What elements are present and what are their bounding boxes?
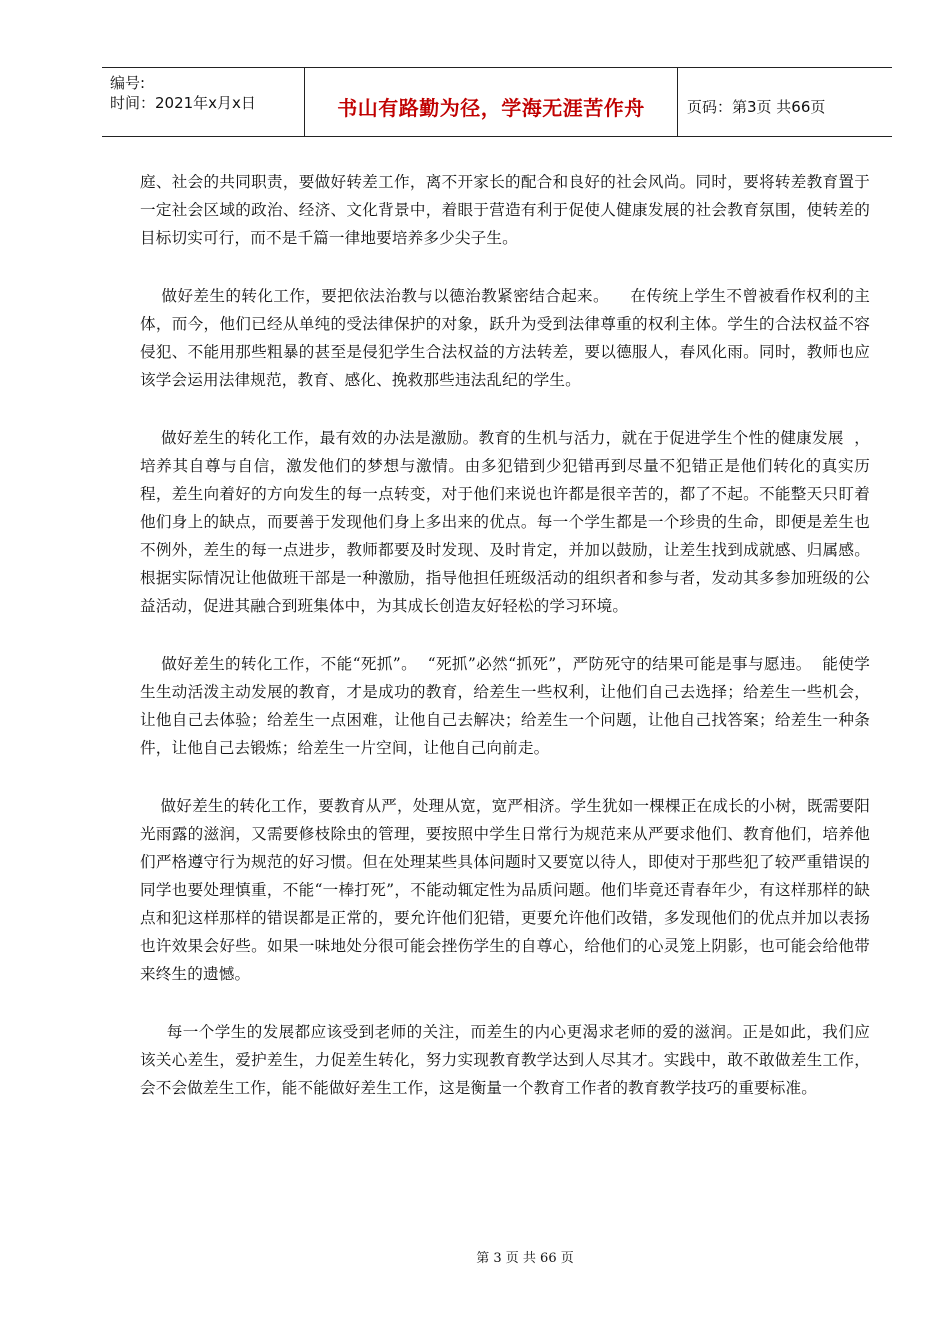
document-number-label: 编号:	[110, 74, 146, 92]
paragraph: 做好差生的转化工作，要教育从严，处理从宽，宽严相济。学生犹如一棵棵正在成长的小树，既需要阳光雨露的滋润，又需要修枝除虫的管理，要按照中学生日常行为规范来从严要求他们、教育他们，培养他们严格遵守行为规范的好习惯。但在处理某些具体问题时又要宽以待人，即使对于那些犯了较严重错误的同学也要处理慎重，不能“一棒打死”，不能动辄定性为品质问题。他们毕竟还青春年少，有这样那样的缺点和犯这样那样的错误都是正常的，要允许他们犯错，更要允许他们改错，多发现他们的优点并加以表扬也许效果会好些。如果一味地处分很可能会挫伤学生的自尊心，给他们的心灵笼上阴影，也可能会给他带来终生的遗憾。	[140, 797, 870, 983]
paragraph: 每一个学生的发展都应该受到老师的关注，而差生的内心更渴求老师的爱的滋润。正是如此，我们应该关心差生，爱护差生，力促差生转化，努力实现教育教学达到人尽其才。实践中，敢不敢做差生工作，会不会做差生工作，能不能做好差生工作，这是衡量一个教育工作者的教育教学技巧的重要标准。	[140, 1023, 870, 1097]
page-header	[102, 67, 892, 137]
paragraph: 做好差生的转化工作，要把依法治教与以德治教紧密结合起来。 在传统上学生不曾被看作权利的主体，而今，他们已经从单纯的受法律保护的对象，跃升为受到法律尊重的权利主体。学生的合法权益不容侵犯、不能用那些粗暴的甚至是侵犯学生合法权益的方法转差，要以德服人，春风化雨。同时，教师也应该学会运用法律规范，教育、感化、挽救那些违法乱纪的学生。	[140, 287, 870, 389]
document-time-label: 时间：2021年x月x日	[110, 94, 256, 112]
paragraph: 庭、社会的共同职责，要做好转差工作，离不开家长的配合和良好的社会风尚。同时，要将转差教育置于一定社会区域的政治、经济、文化背景中，着眼于营造有利于促使人健康发展的社会教育氛围，使转差的目标切实可行，而不是千篇一律地要培养多少尖子生。	[140, 173, 870, 247]
paragraph: 做好差生的转化工作，不能“死抓”。 “死抓”必然“抓死”，严防死守的结果可能是事与愿违。 能使学生生动活泼主动发展的教育，才是成功的教育，给差生一些权利，让他们自己去选择；给差生一些机会，让他自己去体验；给差生一点困难，让他自己去解决；给差生一个问题，让他自己找答案；给差生一种条件，让他自己去锻炼；给差生一片空间，让他自己向前走。	[140, 655, 870, 757]
header-page-number: 页码：第3页 共66页	[687, 97, 826, 116]
page-footer: 第 3 页 共 66 页	[476, 1251, 574, 1266]
header-meta	[102, 68, 305, 136]
header-motto: 书山有路勤为径，学海无涯苦作舟	[305, 68, 678, 136]
document-body	[140, 168, 870, 1132]
paragraph: 做好差生的转化工作，最有效的办法是激励。教育的生机与活力，就在于促进学生个性的健康发展 ，培养其自尊与自信，激发他们的梦想与激情。由多犯错到少犯错再到尽量不犯错正是他们转化的真实历程，差生向着好的方向发生的每一点转变，对于他们来说也许都是很辛苦的，都了不起。不能整天只盯着他们身上的缺点，而要善于发现他们身上多出来的优点。每一个学生都是一个珍贵的生命，即便是差生也不例外，差生的每一点进步，教师都要及时发现、及时肯定，并加以鼓励，让差生找到成就感、归属感。根据实际情况让他做班干部是一种激励，指导他担任班级活动的组织者和参与者，发动其多参加班级的公益活动，促进其融合到班集体中，为其成长创造友好轻松的学习环境。	[140, 429, 870, 615]
